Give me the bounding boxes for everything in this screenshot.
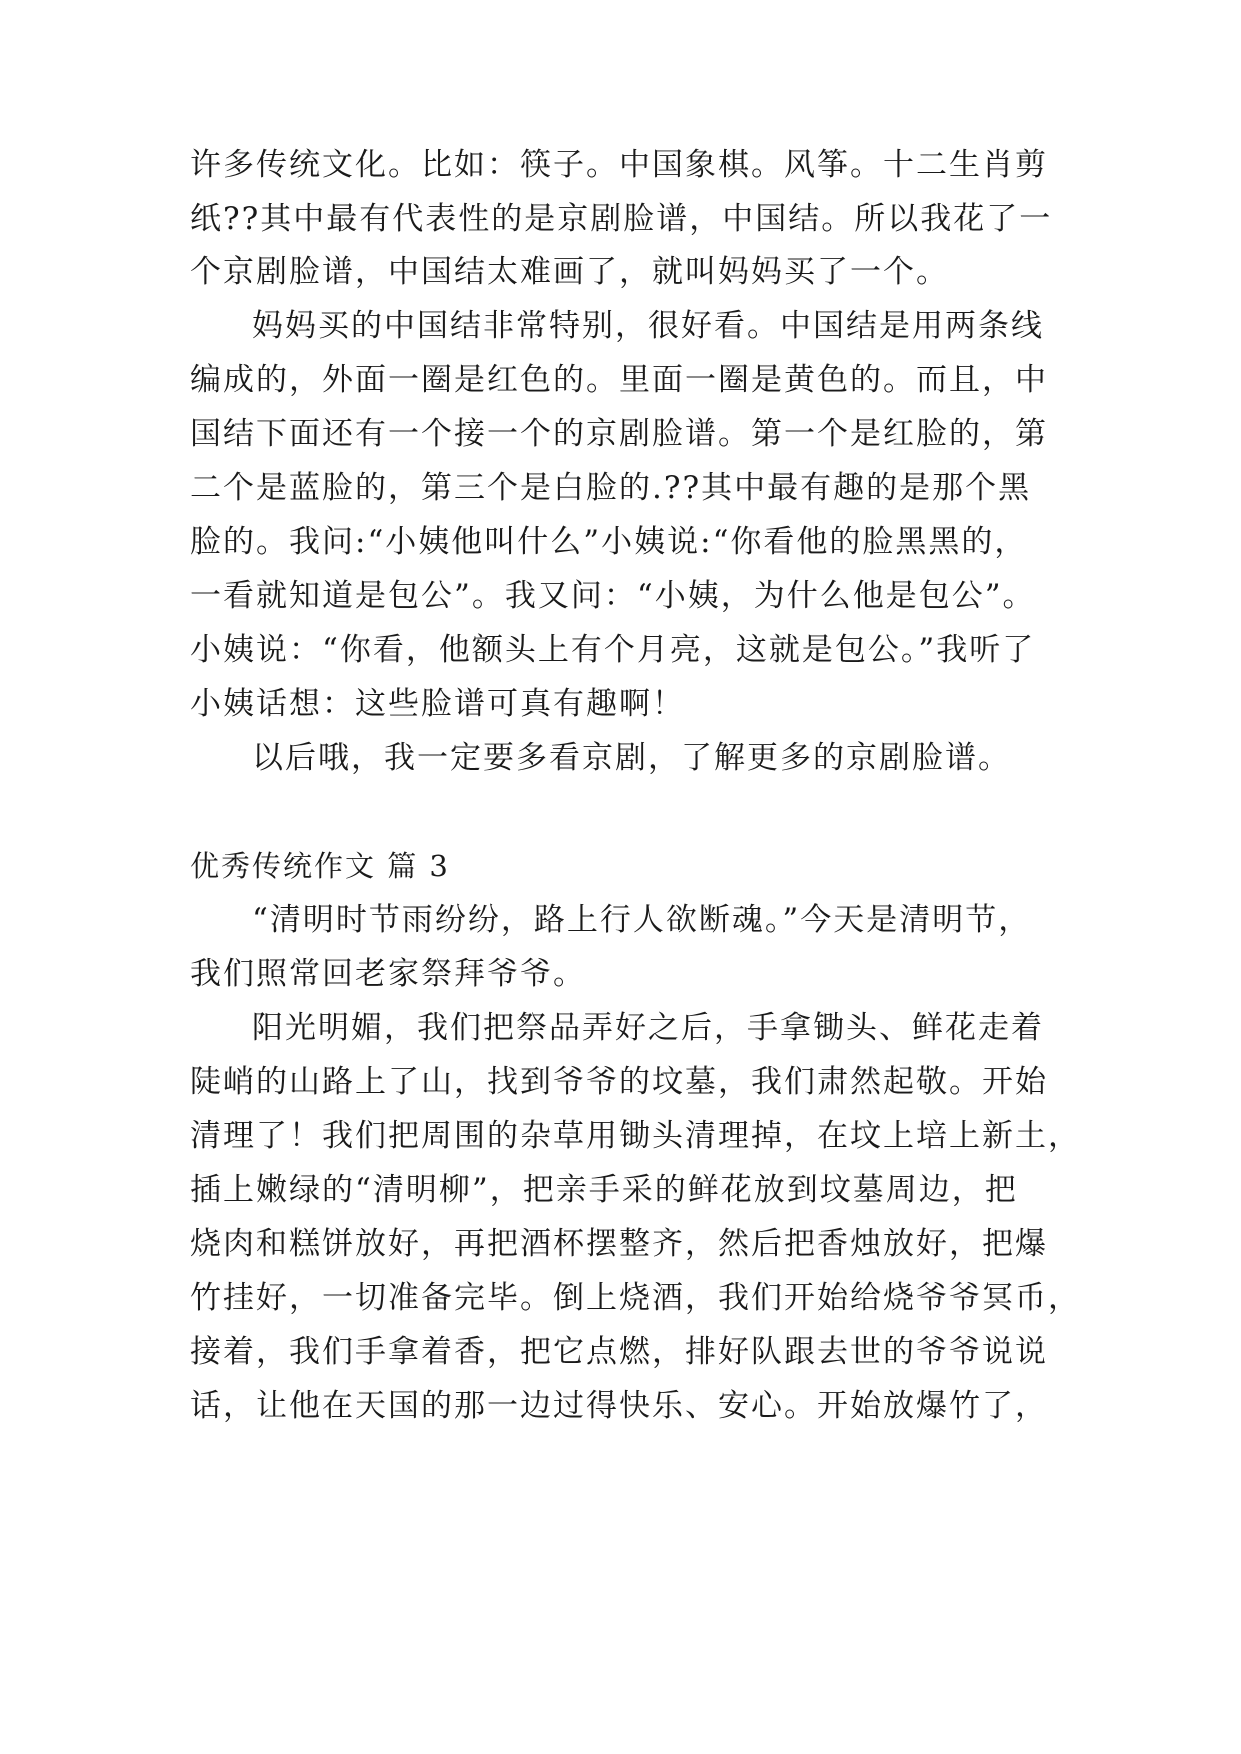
- text-line: 一看就知道是包公”。我又问：“小姨，为什么他是包公”。: [190, 578, 1036, 614]
- text-line: 我们照常回老家祭拜爷爷。: [190, 956, 586, 992]
- text-line: 烧肉和糕饼放好，再把酒杯摆整齐，然后把香烛放好，把爆: [190, 1226, 1048, 1262]
- text-line: 二个是蓝脸的，第三个是白脸的.??其中最有趣的是那个黑: [190, 470, 1032, 506]
- text-line: 陡峭的山路上了山，找到爷爷的坟墓，我们肃然起敬。开始: [190, 1064, 1048, 1100]
- text-line: 纸??其中最有代表性的是京剧脸谱，中国结。所以我花了一: [190, 201, 1053, 237]
- text-line: 竹挂好，一切准备完毕。倒上烧酒，我们开始给烧爷爷冥币，: [190, 1280, 1081, 1316]
- text-line: 国结下面还有一个接一个的京剧脸谱。第一个是红脸的，第: [190, 416, 1048, 452]
- text-line: 以后哦，我一定要多看京剧，了解更多的京剧脸谱。: [252, 740, 1011, 776]
- text-line: 阳光明媚，我们把祭品弄好之后，手拿锄头、鲜花走着: [252, 1010, 1044, 1046]
- text-line: 插上嫩绿的“清明柳”，把亲手采的鲜花放到坟墓周边，把: [190, 1172, 1018, 1208]
- text-line: 许多传统文化。比如：筷子。中国象棋。风筝。十二生肖剪: [190, 147, 1048, 183]
- text-line: 小姨说：“你看，他额头上有个月亮，这就是包公。”我听了: [190, 632, 1036, 668]
- text-line: 小姨话想：这些脸谱可真有趣啊！: [190, 686, 685, 722]
- text-line: 个京剧脸谱，中国结太难画了，就叫妈妈买了一个。: [190, 254, 949, 290]
- text-line: 接着，我们手拿着香，把它点燃，排好队跟去世的爷爷说说: [190, 1334, 1048, 1370]
- text-line: “清明时节雨纷纷，路上行人欲断魂。”今天是清明节，: [252, 902, 1032, 938]
- text-line: 脸的。我问:“小姨他叫什么”小姨说:“你看他的脸黑黑的，: [190, 524, 1028, 560]
- text-line: 编成的，外面一圈是红色的。里面一圈是黄色的。而且，中: [190, 362, 1048, 398]
- text-line: 话，让他在天国的那一边过得快乐、安心。开始放爆竹了，: [190, 1388, 1048, 1424]
- section-heading: 优秀传统作文 篇 3: [190, 849, 450, 883]
- text-line: 妈妈买的中国结非常特别，很好看。中国结是用两条线: [252, 308, 1044, 344]
- text-line: 清理了！我们把周围的杂草用锄头清理掉，在坟上培上新土，: [190, 1118, 1081, 1154]
